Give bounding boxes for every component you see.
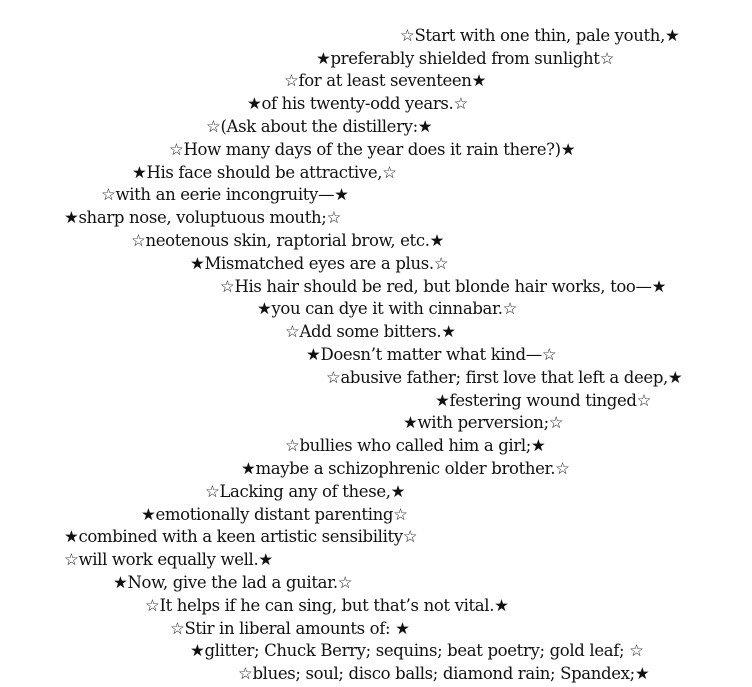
poem-line: ☆will work equally well.★ — [64, 550, 273, 569]
poem-line: ☆neotenous skin, raptorial brow, etc.★ — [131, 231, 445, 250]
poem-line: ★sharp nose, voluptuous mouth;☆ — [64, 208, 341, 227]
poem-line: ★you can dye it with cinnabar.☆ — [257, 299, 518, 318]
poem-line: ☆Lacking any of these,★ — [205, 482, 406, 501]
poem-line: ☆blues; soul; disco balls; diamond rain; Spandex;★ — [238, 664, 650, 683]
poem-line: ★maybe a schizophrenic older brother.☆ — [241, 459, 570, 478]
poem-line: ☆bullies who called him a girl;★ — [285, 436, 546, 455]
poem-line: ☆How many days of the year does it rain there?)★ — [169, 140, 576, 159]
poem-line: ☆for at least seventeen★ — [284, 71, 487, 90]
poem-line: ☆(Ask about the distillery:★ — [206, 117, 433, 136]
poem-line: ★of his twenty-odd years.☆ — [247, 94, 468, 113]
poem-line: ☆It helps if he can sing, but that’s not vital.★ — [145, 596, 509, 615]
poem-line: ★festering wound tinged☆ — [435, 391, 652, 410]
poem-line: ★Mismatched eyes are a plus.☆ — [190, 254, 449, 273]
poem-line: ★preferably shielded from sunlight☆ — [316, 49, 615, 68]
poem-line: ★Now, give the lad a guitar.☆ — [113, 573, 353, 592]
poem-line: ☆Add some bitters.★ — [285, 322, 456, 341]
poem-line: ★combined with a keen artistic sensibility☆ — [64, 527, 418, 546]
poem-line: ★Doesn’t matter what kind—☆ — [306, 345, 557, 364]
poem-line: ☆abusive father; first love that left a deep,★ — [326, 368, 683, 387]
poem-line: ★emotionally distant parenting☆ — [141, 505, 408, 524]
poem-line: ☆Start with one thin, pale youth,★ — [400, 26, 680, 45]
poem-line: ☆Stir in liberal amounts of: ★ — [170, 619, 410, 638]
poem-line: ☆with an eerie incongruity—★ — [101, 185, 349, 204]
poem-line: ☆His hair should be red, but blonde hair works, too—★ — [220, 277, 667, 296]
poem-line: ★glitter; Chuck Berry; sequins; beat poetry; gold leaf; ☆ — [190, 641, 644, 660]
poem-line: ★with perversion;☆ — [403, 413, 564, 432]
poem-line: ★His face should be attractive,☆ — [132, 163, 397, 182]
